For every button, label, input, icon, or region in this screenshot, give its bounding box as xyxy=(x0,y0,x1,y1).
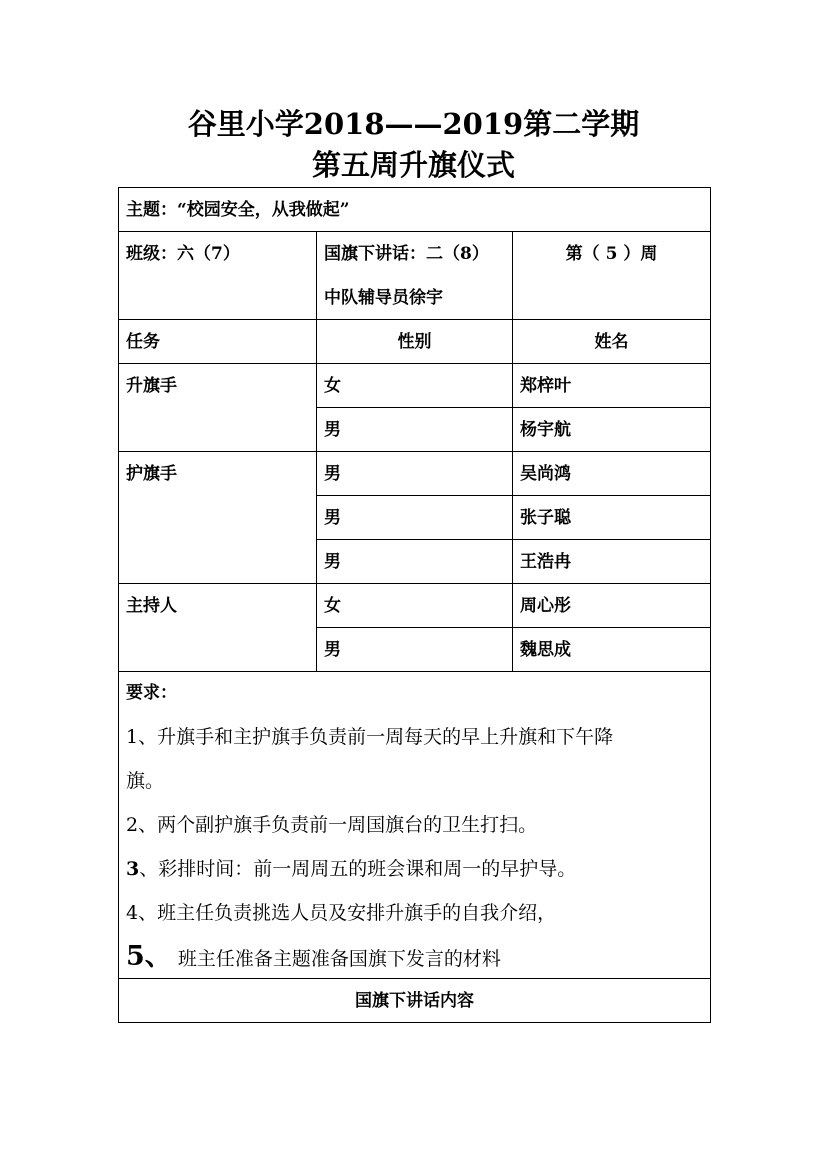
title-line-2: 第五周升旗仪式 xyxy=(311,148,515,182)
gender-cell: 女 xyxy=(317,584,513,628)
name-cell: 张子聪 xyxy=(513,496,711,540)
role-flag-guard: 护旗手 xyxy=(119,452,317,584)
header-gender: 性别 xyxy=(317,320,513,364)
name-cell: 郑梓叶 xyxy=(513,364,711,408)
speech-line-2: 中队辅导员徐宇 xyxy=(324,288,443,308)
gender-cell: 男 xyxy=(317,496,513,540)
role-host: 主持人 xyxy=(119,584,317,672)
ceremony-table xyxy=(118,187,711,1023)
speech-cell xyxy=(317,232,513,320)
requirement-1a: 1、升旗手和主护旗手负责前一周每天的早上升旗和下午降 xyxy=(126,726,614,748)
name-cell: 周心彤 xyxy=(513,584,711,628)
requirements-cell xyxy=(119,672,711,979)
name-cell: 吴尚鸿 xyxy=(513,452,711,496)
requirement-1b: 旗。 xyxy=(126,770,165,792)
header-name: 姓名 xyxy=(513,320,711,364)
requirement-2: 2、两个副护旗手负责前一周国旗台的卫生打扫。 xyxy=(126,814,538,836)
class-cell: 班级：六（7） xyxy=(119,232,317,320)
name-cell: 王浩冉 xyxy=(513,540,711,584)
requirement-3-number: 3 xyxy=(126,858,140,880)
requirement-3-text: 、彩排时间：前一周周五的班会课和周一的早护导。 xyxy=(139,858,577,880)
requirement-5 xyxy=(126,941,703,972)
week-cell: 第（ 5 ）周 xyxy=(513,232,711,320)
name-cell: 杨宇航 xyxy=(513,408,711,452)
speech-content-cell: 国旗下讲话内容 xyxy=(119,979,711,1023)
gender-cell: 男 xyxy=(317,452,513,496)
name-cell: 魏思成 xyxy=(513,628,711,672)
header-task: 任务 xyxy=(119,320,317,364)
gender-cell: 女 xyxy=(317,364,513,408)
title-line-1: 谷里小学2018——2019第二学期 xyxy=(187,107,640,141)
speech-line-1: 国旗下讲话：二（8） xyxy=(324,244,489,264)
gender-cell: 男 xyxy=(317,540,513,584)
requirement-5-number: 5、 xyxy=(126,941,172,972)
theme-cell: 主题：“校园安全，从我做起” xyxy=(119,188,711,232)
requirements-label: 要求： xyxy=(126,683,177,703)
requirement-4: 4、班主任负责挑选人员及安排升旗手的自我介绍， xyxy=(126,902,557,924)
gender-cell: 男 xyxy=(317,628,513,672)
role-flag-raiser: 升旗手 xyxy=(119,364,317,452)
gender-cell: 男 xyxy=(317,408,513,452)
requirement-3 xyxy=(126,858,703,880)
requirement-5-text: 班主任准备主题准备国旗下发言的材料 xyxy=(171,948,501,970)
